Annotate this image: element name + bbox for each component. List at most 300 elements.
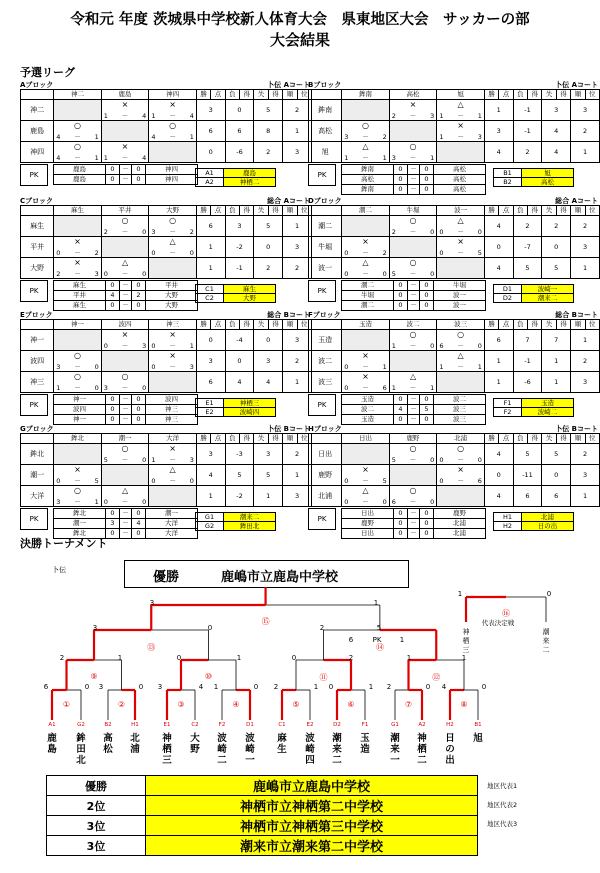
pk-team: 牛堀 [434, 281, 486, 291]
rank-team: 神栖三 [224, 399, 276, 408]
team-row-header: 神一 [21, 330, 54, 351]
pk-score: 0 [394, 415, 408, 425]
score-dash: － [409, 384, 417, 392]
block-venue: 卜伝 Aコート [555, 81, 598, 89]
pk-score: 0 [106, 281, 120, 291]
block-venue: 卜伝 Bコート [555, 425, 598, 433]
goals-cell: 3 [542, 100, 571, 121]
results-table [46, 775, 478, 856]
match-score: 0 [546, 590, 552, 598]
page-title: 令和元 年度 茨城県中学校新人体育大会 県東地区大会 サッカーの部 [70, 12, 530, 28]
score-against: 1 [430, 154, 435, 162]
points-cell: 6 [484, 330, 513, 351]
pk-team: 大野 [146, 301, 198, 311]
stat-header: 順 [571, 206, 585, 216]
pk-score: 0 [106, 415, 120, 425]
match-symbol: △ [121, 258, 129, 267]
pk-team: 日出 [342, 529, 394, 539]
rank-cell: 2 [283, 258, 312, 279]
score-for: 3 [151, 228, 156, 236]
pk-dash: － [408, 395, 420, 405]
rank-team: 潮来二 [522, 294, 574, 303]
bracket-team: 潮 来 二 [332, 733, 342, 766]
stat-header: 点 [211, 320, 225, 330]
rank-cell: 2 [571, 216, 600, 237]
goal-diff-cell: -2 [225, 486, 254, 507]
score-for: 0 [344, 384, 349, 392]
pk-score: 0 [106, 301, 120, 311]
bracket-team: 鉾 田 北 [76, 733, 86, 766]
goals-cell: 1 [542, 351, 571, 372]
team-row-header: 麻生 [21, 216, 54, 237]
match-symbol: × [74, 258, 81, 267]
bracket-team: 高 松 [103, 733, 113, 755]
block-name: Eブロック [20, 311, 53, 319]
team-col-header: 波四 [101, 320, 149, 330]
pk-score: 0 [106, 395, 120, 405]
score-for: 6 [391, 498, 396, 506]
stat-header: 得 [240, 90, 254, 100]
pk-dash: － [408, 415, 420, 425]
team-seed-label: G1 [391, 722, 399, 728]
points-cell: 4 [484, 216, 513, 237]
goals-cell: 1 [254, 486, 283, 507]
pk-score: 4 [394, 405, 408, 415]
match-score: 0 [291, 654, 297, 662]
score-dash: － [169, 249, 176, 257]
score-against: 1 [477, 363, 482, 371]
stat-header: 失 [542, 206, 556, 216]
goals-cell: 3 [254, 351, 283, 372]
score-against: 2 [382, 133, 387, 141]
stat-header: 勝 [484, 90, 498, 100]
goals-cell: 2 [254, 142, 283, 163]
team-row-header: 波二 [309, 351, 342, 372]
result-row [47, 776, 478, 796]
score-for: 1 [391, 342, 396, 350]
result-school: 潮来市立潮来第二中学校 [146, 836, 478, 856]
match-score: 0 [84, 683, 90, 691]
team-seed-label: D1 [246, 722, 254, 728]
stat-header: 勝 [484, 320, 498, 330]
match-symbol: ○ [409, 330, 417, 339]
stat-header: 失 [254, 206, 268, 216]
pk-team: 鹿野 [342, 519, 394, 529]
result-place: 3位 [47, 816, 146, 836]
match-score: 3 [149, 599, 155, 607]
score-against: 3 [142, 342, 147, 350]
team-row-header: 鉾南 [309, 100, 342, 121]
score-dash: － [409, 154, 417, 162]
score-dash: － [457, 249, 464, 257]
pk-score: 0 [132, 281, 146, 291]
score-dash: － [169, 112, 176, 120]
match-symbol: ○ [457, 444, 465, 453]
pk-dash: － [120, 529, 132, 539]
block-name: Aブロック [20, 81, 54, 89]
pk-dash: － [408, 509, 420, 519]
goal-diff-cell: -11 [513, 465, 542, 486]
stat-header: 位 [585, 206, 600, 216]
score-against: 0 [142, 228, 147, 236]
score-for: 2 [391, 112, 396, 120]
pk-dash: － [408, 281, 420, 291]
block-venue: 総合 Aコート [267, 197, 310, 205]
score-against: 0 [142, 384, 147, 392]
goal-diff-cell: -6 [513, 372, 542, 393]
rank-team: 鹿島 [224, 169, 276, 178]
pk-label: PK [308, 164, 336, 186]
score-for: 0 [56, 249, 61, 257]
match-number: ⑤ [292, 700, 300, 709]
score-dash: － [362, 154, 369, 162]
match-symbol: × [121, 142, 129, 151]
goal-diff-cell: 4 [225, 372, 254, 393]
pk-dash: － [120, 165, 132, 175]
result-place: 3位 [47, 836, 146, 856]
result-school: 神栖市立神栖第二中学校 [146, 796, 478, 816]
score-dash: － [362, 384, 369, 392]
rank-code: F2 [494, 408, 522, 417]
winner-school: 鹿嶋市立鹿島中学校 [221, 570, 339, 585]
match-symbol: × [121, 100, 129, 109]
score-against: 0 [430, 342, 435, 350]
match-score: 2 [59, 654, 65, 662]
team-seed-label: B2 [104, 722, 112, 728]
match-score: 1 [457, 590, 463, 598]
match-score: 0 [138, 683, 144, 691]
stat-header: 勝 [196, 434, 210, 444]
rank-team: 玉造 [522, 399, 574, 408]
rank-cell: 2 [571, 444, 600, 465]
goals-cell: 4 [542, 142, 571, 163]
rank-code: H2 [494, 522, 522, 531]
score-against: 3 [94, 270, 99, 278]
team-seed-label: D2 [333, 722, 341, 728]
pk-dash: － [408, 165, 420, 175]
stat-header: 得 [268, 320, 282, 330]
match-symbol: ○ [409, 142, 417, 151]
stat-header: 勝 [484, 434, 498, 444]
stat-header: 失 [254, 320, 268, 330]
bracket-team: 鹿 島 [47, 733, 57, 755]
pk-dash: － [120, 281, 132, 291]
stat-header: 得 [528, 434, 542, 444]
match-symbol: ○ [121, 372, 129, 381]
score-dash: － [457, 133, 464, 141]
score-against: 4 [142, 112, 147, 120]
rank-cell: 1 [283, 465, 312, 486]
match-number: ⑮ [261, 617, 270, 626]
rank-cell: 3 [571, 100, 600, 121]
score-against: 1 [189, 342, 194, 350]
match-score: 3 [157, 683, 163, 691]
match-number: ⑧ [460, 700, 468, 709]
score-dash: － [121, 456, 129, 464]
match-symbol: × [362, 237, 369, 246]
points-cell: 6 [196, 216, 225, 237]
match-symbol: ○ [121, 444, 129, 453]
match-score: 6 [43, 683, 49, 691]
match-score: 1 [461, 654, 467, 662]
bracket-team: 神 栖 二 [417, 733, 427, 766]
pk-score: 0 [132, 301, 146, 311]
team-seed-label: E1 [163, 722, 171, 728]
score-against: 0 [430, 270, 435, 278]
score-against: 6 [477, 477, 482, 485]
pk-score: 0 [420, 509, 434, 519]
score-dash: － [169, 477, 176, 485]
match-symbol: × [362, 465, 369, 474]
stat-header: 位 [585, 90, 600, 100]
bracket-team: 神 栖 三 [162, 733, 172, 766]
pk-dash: － [120, 405, 132, 415]
team-row-header: 玉造 [309, 330, 342, 351]
rank-code: C2 [196, 294, 224, 303]
pk-score: 0 [420, 281, 434, 291]
team-row-header: 波三 [309, 372, 342, 393]
stat-header: 得 [556, 434, 570, 444]
points-cell: 0 [484, 237, 513, 258]
stat-header: 得 [556, 206, 570, 216]
block-name: Bブロック [308, 81, 342, 89]
match-symbol: △ [169, 465, 176, 474]
stat-header: 失 [542, 90, 556, 100]
points-cell: 0 [484, 465, 513, 486]
rank-cell: 3 [283, 486, 312, 507]
pk-score: 0 [106, 405, 120, 415]
pk-team: 神一 [54, 415, 106, 425]
team-row-header: 潮一 [21, 465, 54, 486]
score-dash: － [457, 112, 464, 120]
score-for: 1 [151, 456, 156, 464]
goal-diff-cell: -1 [513, 121, 542, 142]
goal-diff-cell: 2 [513, 216, 542, 237]
stat-header: 負 [225, 434, 239, 444]
team-row-header: 神二 [21, 100, 54, 121]
rank-cell: 3 [283, 330, 312, 351]
score-against: 2 [382, 249, 387, 257]
score-for: 1 [439, 112, 444, 120]
stat-header: 順 [283, 90, 297, 100]
pk-team: 神三 [146, 405, 198, 415]
match-symbol: × [409, 100, 417, 109]
stat-header: 負 [513, 434, 527, 444]
pk-score: 0 [106, 509, 120, 519]
pk-score: 0 [394, 185, 408, 195]
match-score: 4 [441, 683, 447, 691]
rank-cell: 3 [283, 237, 312, 258]
score-for: 2 [103, 228, 108, 236]
points-cell: 6 [196, 121, 225, 142]
score-for: 0 [103, 342, 108, 350]
goal-diff-cell: 6 [225, 121, 254, 142]
pk-score: 0 [420, 185, 434, 195]
goal-diff-cell: -4 [225, 330, 254, 351]
pk-score: 4 [132, 519, 146, 529]
score-for: 3 [391, 154, 396, 162]
pk-team: 北浦 [434, 529, 486, 539]
points-cell: 1 [484, 351, 513, 372]
points-cell: 4 [484, 258, 513, 279]
pk-score: 2 [132, 291, 146, 301]
team-col-header: 日出 [342, 434, 390, 444]
pk-score: 0 [394, 395, 408, 405]
pk-dash: － [408, 175, 420, 185]
score-dash: － [74, 477, 81, 485]
match-symbol: ○ [409, 486, 417, 495]
pk-team: 高松 [342, 175, 394, 185]
team-seed-label: B1 [474, 722, 482, 728]
score-for: 0 [151, 342, 156, 350]
score-for: 5 [391, 456, 396, 464]
score-for: 4 [151, 133, 156, 141]
rank-cell: 1 [571, 330, 600, 351]
pk-label: PK [308, 394, 336, 416]
pk-label: PK [20, 508, 48, 530]
match-symbol: ○ [73, 486, 81, 495]
pk-score: 0 [394, 509, 408, 519]
match-number: ⑦ [404, 700, 413, 709]
pk-team: 潮一 [54, 519, 106, 529]
goal-diff-cell: -1 [225, 258, 254, 279]
team-col-header: 玉造 [342, 320, 390, 330]
pk-team: 波二 [434, 395, 486, 405]
match-number: ⑯ [502, 609, 510, 618]
goal-diff-cell: -6 [225, 142, 254, 163]
score-for: 2 [56, 270, 61, 278]
goals-cell: 0 [542, 237, 571, 258]
team-row-header: 牛堀 [309, 237, 342, 258]
bracket-team: 波 崎 四 [305, 733, 315, 766]
score-for: 0 [344, 363, 349, 371]
stat-header: 位 [585, 320, 600, 330]
score-against: 0 [189, 477, 194, 485]
team-col-header: 牛堀 [389, 206, 437, 216]
score-dash: － [169, 456, 176, 464]
pk-dash: － [120, 175, 132, 185]
match-score: 0 [207, 624, 213, 632]
pk-dash: － [120, 301, 132, 311]
team-row-header: 旭 [309, 142, 342, 163]
match-symbol: × [457, 465, 464, 474]
rank-cell: 3 [283, 142, 312, 163]
pk-score: 0 [420, 395, 434, 405]
score-for: 0 [439, 249, 444, 257]
match-score: 0 [328, 683, 334, 691]
match-score: 4 [198, 683, 204, 691]
pk-score: 0 [132, 165, 146, 175]
pk-score: 4 [106, 291, 120, 301]
goals-cell: 2 [254, 258, 283, 279]
pk-label: PK [20, 164, 48, 186]
pk-dash: － [120, 291, 132, 301]
team-row-header: 鹿野 [309, 465, 342, 486]
block-name: Cブロック [20, 197, 53, 205]
goals-cell: 0 [542, 465, 571, 486]
team-row-header: 鹿島 [21, 121, 54, 142]
third-place-team: 潮 来 二 [542, 628, 550, 654]
pk-dash: － [408, 185, 420, 195]
stat-header: 負 [513, 206, 527, 216]
rank-team: 波崎一 [522, 285, 574, 294]
points-cell: 1 [484, 100, 513, 121]
pk-dash: － [408, 291, 420, 301]
stat-header: 順 [571, 434, 585, 444]
stat-header: 勝 [196, 206, 210, 216]
score-against: 1 [477, 112, 482, 120]
pk-score: 0 [420, 529, 434, 539]
pk-team: 鹿野 [434, 509, 486, 519]
match-symbol: × [169, 351, 176, 360]
stat-header: 勝 [484, 206, 498, 216]
score-dash: － [362, 498, 369, 506]
pk-score: 0 [394, 291, 408, 301]
match-number: ④ [232, 700, 240, 709]
bracket-venue: 卜伝 [52, 566, 66, 574]
points-cell: 4 [484, 142, 513, 163]
pk-dash: － [408, 405, 420, 415]
score-against: 0 [142, 456, 147, 464]
rank-cell: 3 [571, 465, 600, 486]
rank-cell: 1 [571, 486, 600, 507]
pk-team: 神三 [146, 415, 198, 425]
stat-header: 負 [513, 90, 527, 100]
rank-cell: 2 [571, 121, 600, 142]
stat-header: 位 [297, 320, 312, 330]
team-col-header: 麻生 [54, 206, 102, 216]
team-row-header: 波一 [309, 258, 342, 279]
points-cell: 4 [196, 465, 225, 486]
score-dash: － [409, 112, 417, 120]
bracket-team: 大 野 [190, 733, 200, 755]
pk-score: 0 [106, 175, 120, 185]
match-score: 2 [273, 683, 279, 691]
stat-header: 勝 [196, 320, 210, 330]
team-seed-label: H2 [446, 722, 454, 728]
pk-label: PK [20, 280, 48, 302]
pk-score: 0 [394, 165, 408, 175]
match-symbol: × [362, 351, 369, 360]
team-col-header: 大洋 [149, 434, 197, 444]
score-for: 5 [103, 456, 108, 464]
match-number: ⑫ [432, 673, 441, 682]
team-seed-label: E2 [306, 722, 314, 728]
pk-dash: － [120, 509, 132, 519]
score-for: 0 [103, 498, 108, 506]
rank-team: 波崎二 [522, 408, 574, 417]
bracket-team: 旭 [473, 733, 483, 744]
stat-header: 負 [225, 206, 239, 216]
bracket-team: 波 崎 二 [217, 733, 227, 766]
score-against: 5 [382, 477, 387, 485]
goals-cell: 5 [254, 465, 283, 486]
bracket-team: 波 崎 一 [245, 733, 255, 766]
pk-score: 0 [394, 281, 408, 291]
score-dash: － [74, 363, 81, 371]
rank-cell: 2 [571, 351, 600, 372]
result-note: 地区代表1 [487, 782, 518, 790]
score-against: 1 [430, 384, 435, 392]
pk-team: 鉾南 [342, 185, 394, 195]
team-row-header: 平井 [21, 237, 54, 258]
stat-header: 位 [297, 434, 312, 444]
stat-header: 得 [528, 320, 542, 330]
pk-team: 高松 [434, 185, 486, 195]
goal-diff-cell: 3 [225, 216, 254, 237]
score-for: 6 [439, 342, 444, 350]
goals-cell: 2 [542, 216, 571, 237]
